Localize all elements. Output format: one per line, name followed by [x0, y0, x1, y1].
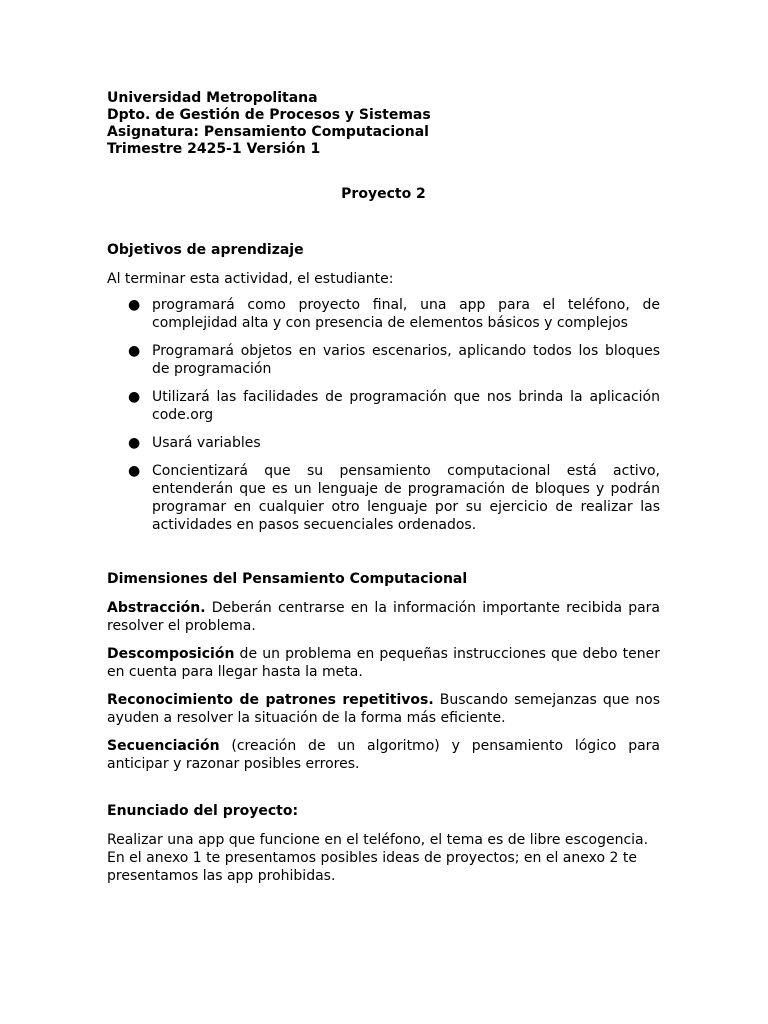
project-title: Proyecto 2 — [341, 186, 426, 202]
bullet-icon: ● — [128, 389, 141, 405]
dimension-term: Abstracción. — [107, 600, 206, 616]
dimension-text: Deberán centrarse en la información importante recibida para resolver el problema. — [107, 600, 660, 634]
department-name: Dpto. de Gestión de Procesos y Sistemas — [107, 107, 431, 123]
objectives-list — [107, 296, 660, 534]
dimensions-heading: Dimensiones del Pensamiento Computacional — [107, 571, 468, 587]
list-item-text: Programará objetos en varios escenarios, aplicando todos los bloques de programación — [152, 343, 660, 377]
dimension-text: de un problema en pequeñas instrucciones que debo tener en cuenta para llegar hasta la meta. — [107, 646, 660, 680]
objectives-intro: Al terminar esta actividad, el estudiante: — [107, 271, 394, 287]
objectives-section — [107, 242, 660, 534]
dimension-patterns — [107, 691, 660, 727]
list-item — [107, 434, 660, 452]
list-item-text: Utilizará las facilidades de programación que nos brinda la aplicación code.org — [152, 389, 660, 423]
list-item-text: programará como proyecto final, una app para el teléfono, de complejidad alta y con presencia de elementos básicos y complejos — [152, 297, 660, 331]
dimension-text: (creación de un algoritmo) y pensamiento lógico para anticipar y razonar posibles errores. — [107, 738, 660, 772]
course-name: Asignatura: Pensamiento Computacional — [107, 124, 429, 140]
dimension-term: Descomposición — [107, 646, 235, 662]
list-item-text: Usará variables — [152, 435, 261, 451]
statement-line-1: Realizar una app que funcione en el teléfono, el tema es de libre escogencia. — [107, 832, 649, 848]
dimension-term: Secuenciación — [107, 738, 220, 754]
list-item — [107, 388, 660, 424]
university-name: Universidad Metropolitana — [107, 90, 318, 106]
dimension-decomposition — [107, 645, 660, 681]
dimension-abstraction — [107, 599, 660, 635]
term-version: Trimestre 2425-1 Versión 1 — [107, 141, 321, 157]
document-header — [107, 90, 660, 158]
bullet-icon: ● — [128, 343, 141, 359]
dimensions-section — [107, 571, 660, 773]
list-item — [107, 342, 660, 378]
bullet-icon: ● — [128, 435, 141, 451]
dimension-term: Reconocimiento de patrones repetitivos. — [107, 692, 434, 708]
dimension-sequencing — [107, 737, 660, 773]
list-item — [107, 296, 660, 332]
bullet-icon: ● — [128, 463, 141, 479]
statement-section — [107, 803, 660, 885]
list-item-text: Concientizará que su pensamiento computacional está activo, entenderán que es un lenguaje de programación de bloques y podrán programar en cualquier otro lenguaje por su ejercicio de realizar las actividades en pasos secuenciales ordenados. — [152, 463, 660, 533]
list-item — [107, 462, 660, 534]
statement-line-2: En el anexo 1 te presentamos posibles ideas de proyectos; en el anexo 2 te presentamos las app prohibidas. — [107, 850, 637, 884]
statement-heading: Enunciado del proyecto: — [107, 803, 299, 819]
bullet-icon: ● — [128, 297, 141, 313]
dimension-text: Buscando semejanzas que nos ayuden a resolver la situación de la forma más eficiente. — [107, 692, 660, 726]
objectives-heading: Objetivos de aprendizaje — [107, 242, 304, 258]
document-page — [107, 90, 660, 885]
